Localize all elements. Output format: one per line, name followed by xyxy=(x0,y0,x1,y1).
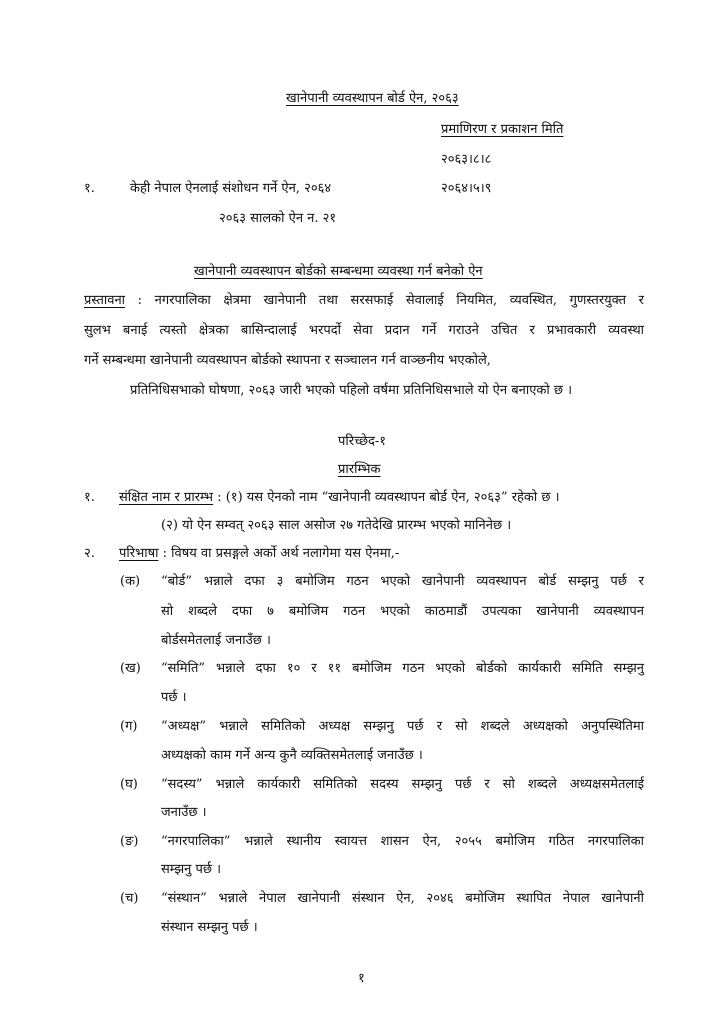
chapter-title: प्रारम्भिक xyxy=(338,462,381,477)
definition-text: “समिति” भन्नाले दफा १० र ११ बमोजिम गठन भएको बोर्डको कार्यकारी समिति सम्झनु xyxy=(161,661,644,676)
definition-label: (घ) xyxy=(120,777,138,792)
section-1-heading: संक्षित नाम र प्रारम्भ xyxy=(119,490,214,505)
section-1-sub-2: (२) यो ऐन सम्वत् २०६३ साल असोज २७ गतेदेखि प्रारम्भ भएको मानिनेछ । xyxy=(161,518,512,533)
preamble-line-4: प्रतिनिधिसभाको घोषणा, २०६३ जारी भएको पहिलो वर्षमा प्रतिनिधिसभाले यो ऐन बनाएको छ । xyxy=(130,383,573,398)
section-1-line xyxy=(119,487,560,505)
definition-text: सो शब्दले दफा ७ बमोजिम गठन भएको काठमाडौं उपत्यका खानेपानी व्यवस्थापन xyxy=(161,604,644,619)
section-2-intro: : विषय वा प्रसङ्गले अर्को अर्थ नलागेमा यस ऐनमा,- xyxy=(162,546,400,561)
definition-text: “सदस्य” भन्नाले कार्यकारी समितिको सदस्य सम्झनु पर्छ र सो शब्दले अध्यक्षसमेतलाई xyxy=(161,777,644,792)
definition-text: जनाउँछ । xyxy=(161,805,207,820)
definition-text: “संस्थान” भन्नाले नेपाल खानेपानी संस्थान ऐन, २०४६ बमोजिम स्थापित नेपाल खानेपानी xyxy=(161,891,644,906)
section-2-line xyxy=(119,543,399,561)
act-title: खानेपानी व्यवस्थापन बोर्ड ऐन, २०६३ xyxy=(286,91,459,106)
section-2-heading: परिभाषा xyxy=(119,546,159,561)
section-1-number: १. xyxy=(84,490,95,505)
definition-text: बोर्डसमेतलाई जनाउँछ । xyxy=(161,633,271,648)
definition-text: पर्छ । xyxy=(161,690,187,705)
preamble-text-1: : नगरपालिका क्षेत्रमा खानेपानी तथा सरसफाई सेवालाई नियमित, व्यवस्थित, गुणस्तरयुक्त र xyxy=(137,293,644,308)
definition-label: (क) xyxy=(120,574,141,589)
preamble-label: प्रस्तावना xyxy=(84,293,126,308)
preamble-line-3: गर्ने सम्बन्धमा खानेपानी व्यवस्थापन बोर्डको स्थापना र सञ्चालन गर्न वाञ्छनीय भएकोले, xyxy=(84,353,491,368)
definition-text: सम्झनु पर्छ । xyxy=(161,862,222,877)
preamble-title: खानेपानी व्यवस्थापन बोर्डको सम्बन्धमा व्यवस्था गर्न बनेको ऐन xyxy=(194,264,483,279)
definition-label: (ग) xyxy=(120,719,138,734)
amendment-date: २०६४।५।९ xyxy=(441,181,492,196)
auth-pub-date: २०६३।८।८ xyxy=(441,152,492,167)
definition-text: अध्यक्षको काम गर्ने अन्य कुनै व्यक्तिसमेतलाई जनाउँछ । xyxy=(161,748,423,763)
section-2-number: २. xyxy=(84,546,95,561)
definition-label: (ङ) xyxy=(120,834,139,849)
amendment-number: १. xyxy=(84,181,95,196)
section-1-text: : (१) यस ऐनको नाम “खानेपानी व्यवस्थापन बोर्ड ऐन, २०६३” रहेको छ । xyxy=(217,490,560,505)
definition-label: (च) xyxy=(120,891,139,906)
preamble-line-2: सुलभ बनाई त्यस्तो क्षेत्रका बासिन्दालाई भरपर्दो सेवा प्रदान गर्ने गराउने उचित र प्रभावकारी व्यवस्था xyxy=(84,323,644,338)
definition-text: “नगरपालिका” भन्नाले स्थानीय स्वायत्त शासन ऐन, २०५५ बमोजिम गठित नगरपालिका xyxy=(161,834,644,849)
definition-text: “बोर्ड” भन्नाले दफा ३ बमोजिम गठन भएको खानेपानी व्यवस्थापन बोर्ड सम्झनु पर्छ र xyxy=(161,574,644,589)
act-number: २०६३ सालको ऐन न. २१ xyxy=(219,211,337,226)
definition-text: “अध्यक्ष” भन्नाले समितिको अध्यक्ष सम्झनु पर्छ र सो शब्दले अध्यक्षको अनुपस्थितिमा xyxy=(161,719,644,734)
page-number: १ xyxy=(358,971,365,986)
amendment-title: केही नेपाल ऐनलाई संशोधन गर्ने ऐन, २०६४ xyxy=(130,181,332,196)
chapter-label: परिच्छेद-१ xyxy=(338,434,387,449)
definition-label: (ख) xyxy=(120,661,141,676)
auth-pub-date-label: प्रमाणिरण र प्रकाशन मिति xyxy=(441,122,564,137)
preamble-line-1 xyxy=(84,290,644,308)
definition-text: संस्थान सम्झनु पर्छ । xyxy=(161,920,258,935)
